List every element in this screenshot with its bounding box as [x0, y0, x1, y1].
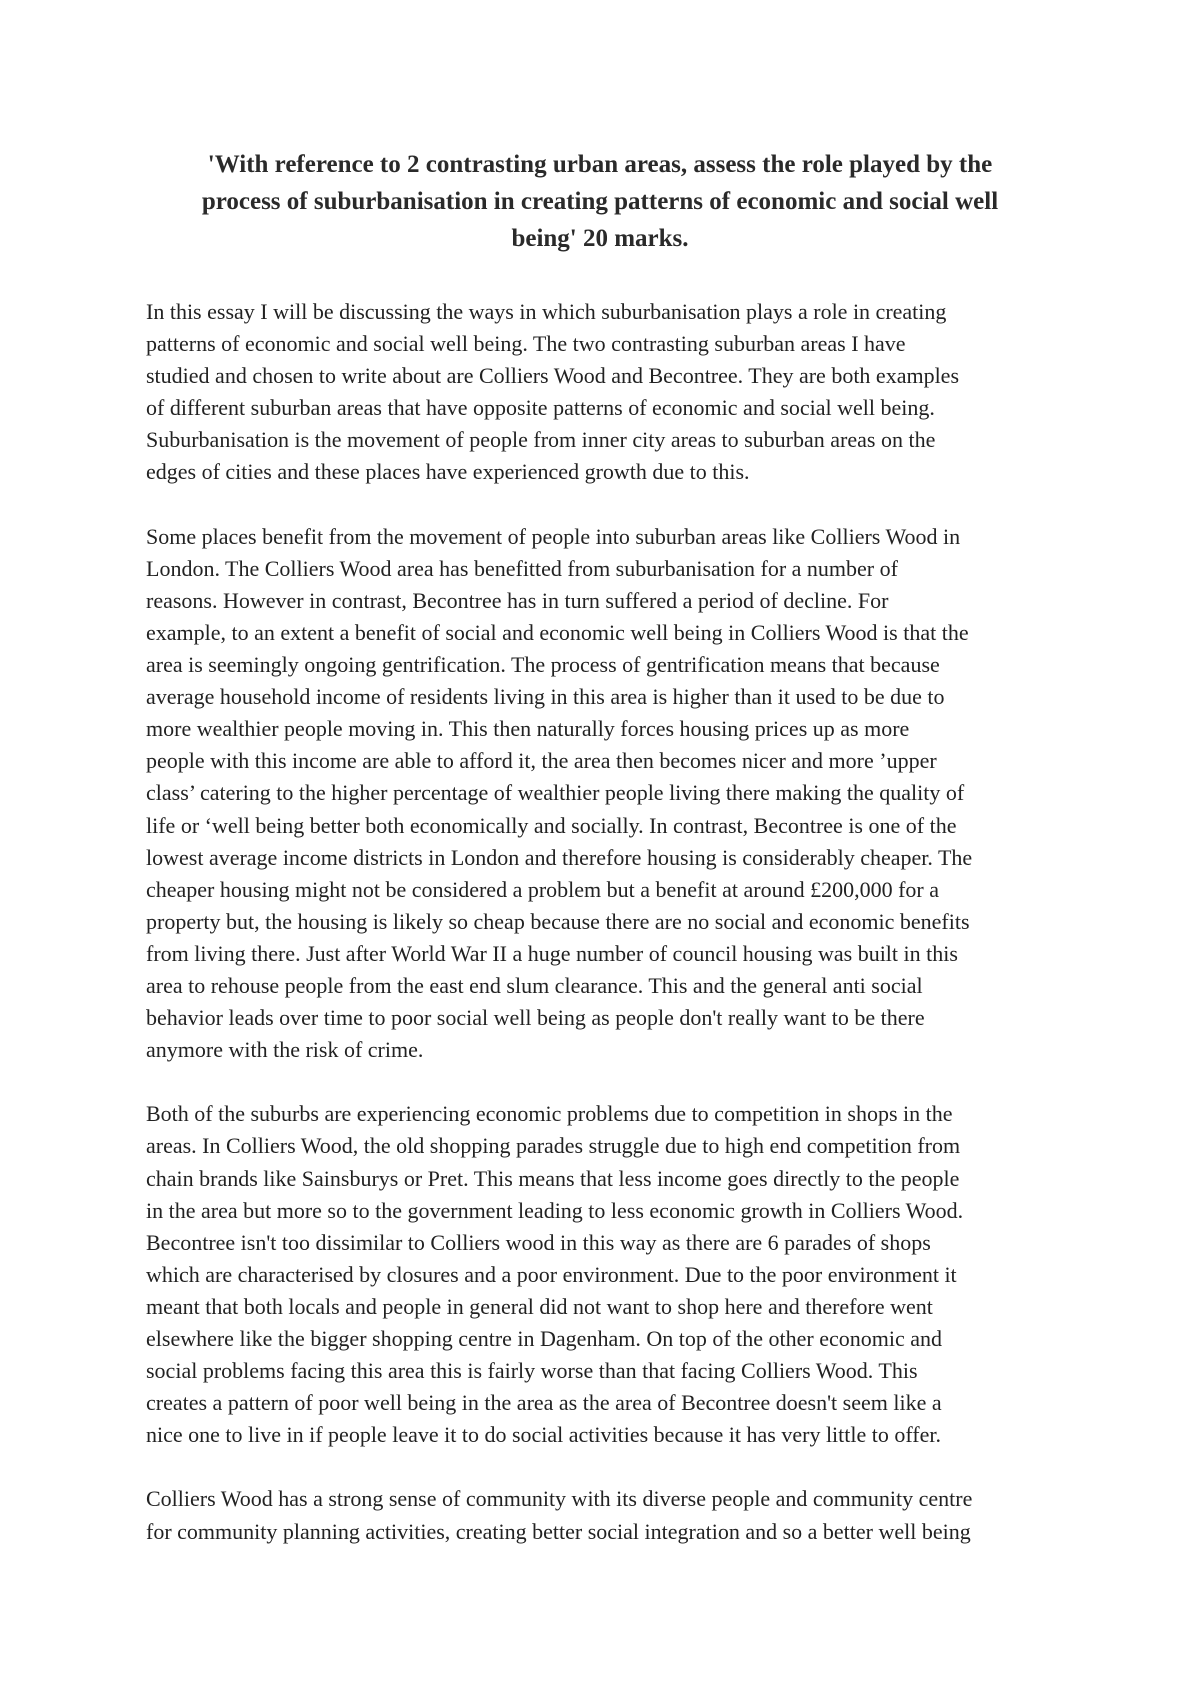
text-line: from living there. Just after World War II a huge number of council housing was built in this	[146, 940, 958, 966]
essay-body	[146, 296, 1076, 1580]
text-line: anymore with the risk of crime.	[146, 1037, 424, 1063]
text-line: Suburbanisation is the movement of people from inner city areas to suburban areas on the	[146, 427, 936, 453]
title-line: 'With reference to 2 contrasting urban areas, assess the role played by the	[207, 151, 993, 178]
text-line: area is seemingly ongoing gentrification. The process of gentrification means that because	[146, 652, 940, 678]
text-line: Some places benefit from the movement of people into suburban areas like Colliers Wood in	[146, 523, 961, 549]
text-line: cheaper housing might not be considered a problem but a benefit at around £200,000 for a	[146, 876, 939, 902]
paragraph	[146, 1098, 1076, 1451]
text-line: lowest average income districts in London and therefore housing is considerably cheaper. The	[146, 844, 973, 870]
text-line: chain brands like Sainsburys or Pret. This means that less income goes directly to the people	[146, 1165, 960, 1191]
text-line: more wealthier people moving in. This then naturally forces housing prices up as more	[146, 716, 910, 742]
text-line: edges of cities and these places have experienced growth due to this.	[146, 459, 750, 485]
text-line: class’ catering to the higher percentage of wealthier people living there making the quality of	[146, 780, 965, 806]
text-line: patterns of economic and social well being. The two contrasting suburban areas I have	[146, 331, 906, 357]
text-line: area to rehouse people from the east end slum clearance. This and the general anti social	[146, 972, 923, 998]
paragraph	[146, 1483, 1076, 1547]
title-line: process of suburbanisation in creating patterns of economic and social well	[201, 188, 999, 215]
text-line: people with this income are able to afford it, the area then becomes nicer and more ’upper	[146, 748, 937, 774]
text-line: Becontree isn't too dissimilar to Colliers wood in this way as there are 6 parades of shops	[146, 1229, 931, 1255]
text-line: behavior leads over time to poor social well being as people don't really want to be there	[146, 1005, 925, 1031]
paragraph	[146, 521, 1076, 1067]
paragraph	[146, 296, 1076, 489]
text-line: for community planning activities, creating better social integration and so a better well being	[146, 1518, 971, 1544]
text-line: elsewhere like the bigger shopping centre in Dagenham. On top of the other economic and	[146, 1326, 943, 1351]
text-line: Both of the suburbs are experiencing economic problems due to competition in shops in the	[146, 1101, 953, 1127]
text-line: areas. In Colliers Wood, the old shopping parades struggle due to high end competition from	[146, 1133, 961, 1159]
text-line: social problems facing this area this is fairly worse than that facing Colliers Wood. This	[146, 1358, 918, 1384]
text-line: In this essay I will be discussing the ways in which suburbanisation plays a role in creating	[146, 299, 947, 324]
text-line: in the area but more so to the government leading to less economic growth in Colliers Wood.	[146, 1197, 964, 1223]
essay-title	[150, 146, 1050, 257]
text-line: nice one to live in if people leave it to do social activities because it has very little to offer.	[146, 1422, 942, 1448]
text-line: creates a pattern of poor well being in the area as the area of Becontree doesn't seem like a	[146, 1390, 942, 1416]
text-line: life or ‘well being better both economically and socially. In contrast, Becontree is one of the	[146, 812, 957, 838]
text-line: meant that both locals and people in general did not want to shop here and therefore went	[146, 1293, 933, 1319]
text-line: reasons. However in contrast, Becontree has in turn suffered a period of decline. For	[146, 587, 889, 613]
text-line: studied and chosen to write about are Colliers Wood and Becontree. They are both examples	[146, 363, 960, 389]
text-line: of different suburban areas that have opposite patterns of economic and social well being.	[146, 395, 935, 421]
text-line: Colliers Wood has a strong sense of community with its diverse people and community centre	[146, 1486, 973, 1512]
text-line: property but, the housing is likely so cheap because there are no social and economic benefits	[146, 908, 970, 934]
text-line: average household income of residents living in this area is higher than it used to be due to	[146, 684, 945, 710]
text-line: London. The Colliers Wood area has benefitted from suburbanisation for a number of	[146, 555, 898, 581]
text-line: which are characterised by closures and a poor environment. Due to the poor environment it	[146, 1261, 957, 1287]
title-line: being' 20 marks.	[511, 225, 689, 252]
text-line: example, to an extent a benefit of social and economic well being in Colliers Wood is that the	[146, 619, 969, 645]
